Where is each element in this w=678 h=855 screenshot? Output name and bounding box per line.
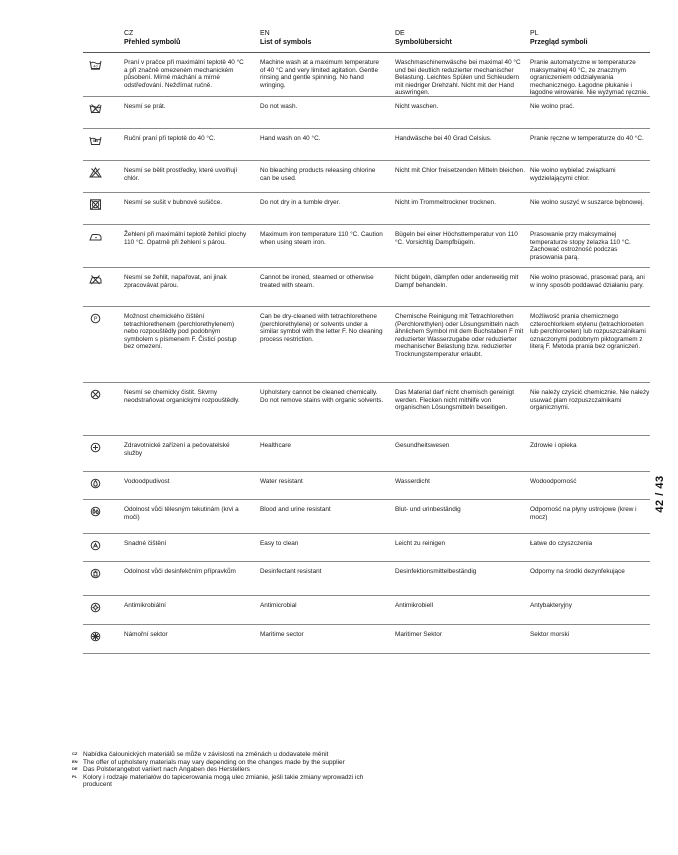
cell-en: Cannot be ironed, steamed or otherwise treated with steam. bbox=[260, 274, 374, 289]
cell-en: Maritime sector bbox=[260, 631, 304, 638]
cell-pl: Możliwość prania chemicznego czterochlorkiem etylenu (tetrachloroeten lub perchloroeten) lub rozpuszczalnikami oznaczonymi podobnym piktogramem z literą F. Metoda prania bez ograniczeń. bbox=[530, 313, 646, 350]
table-row bbox=[83, 534, 650, 562]
cell-pl: Sektor morski bbox=[530, 631, 570, 638]
cell-pl: Nie wolno suszyć w suszarce bębnowej. bbox=[530, 199, 645, 206]
maritime-sector-icon bbox=[89, 631, 102, 642]
cell-de: Waschmaschinenwäsche bei maximal 40 °C und bei deutlich reduzierter mechanischer Belastung. Leichtes Spülen und Schleudern mit niedriger Drehzahl. Nicht mit der Hand auswringen. bbox=[395, 59, 521, 96]
cell-en: Do not dry in a tumble dryer. bbox=[260, 199, 341, 206]
footnote-text: Das Polsterangebot variiert nach Angaben des Herstellers bbox=[83, 766, 250, 774]
footnotes bbox=[72, 751, 372, 789]
cell-pl: Nie należy czyścić chemicznie. Nie należy usuwać plam rozpuszczalnikami organicznymi. bbox=[530, 389, 650, 411]
footnote-en bbox=[72, 759, 372, 767]
easy-to-clean-icon bbox=[89, 540, 102, 551]
machine-wash-40-gentle-icon bbox=[89, 59, 102, 70]
dry-clean-p-icon bbox=[89, 313, 102, 324]
footnote-de bbox=[72, 766, 372, 774]
cell-en: Water resistant bbox=[260, 478, 303, 485]
iron-110-icon bbox=[89, 231, 102, 242]
footnote-lang-tag: CZ bbox=[72, 751, 78, 756]
cell-cz: Ruční praní při teplotě do 40 °C. bbox=[124, 135, 216, 142]
footnote-pl bbox=[72, 774, 372, 789]
blood-urine-resistant-icon bbox=[89, 506, 102, 517]
cell-en: Easy to clean bbox=[260, 540, 299, 547]
cell-cz: Možnost chemického čištění tetrachlorethenem (perchlorethylenem) nebo rozpouštědly pod podobným symbolem s písmenem F. Čisticí postup bez omezení. bbox=[124, 313, 237, 350]
cell-pl: Pranie automatyczne w temperaturze maksymalnej 40 °C, ze znacznym ograniczeniem oddziaływania mechanicznego. Łagodne płukanie i łagodne wirowanie. Nie wyżymać ręcznie. bbox=[530, 59, 649, 96]
footnote-text: The offer of upholstery materials may vary depending on the changes made by the supplier bbox=[83, 758, 345, 766]
cell-pl: Antybakteryjny bbox=[530, 602, 572, 609]
cell-en: Healthcare bbox=[260, 442, 291, 449]
cell-de: Leicht zu reinigen bbox=[395, 540, 446, 547]
cell-de: Handwäsche bei 40 Grad Celsius. bbox=[395, 135, 492, 142]
cell-pl: Nie wolno prać. bbox=[530, 103, 575, 110]
cell-en: Do not wash. bbox=[260, 103, 298, 110]
cell-de: Wasserdicht bbox=[395, 478, 430, 485]
cell-cz: Snadné čištění bbox=[124, 540, 167, 547]
hand-wash-icon bbox=[89, 135, 102, 146]
table-row bbox=[83, 472, 650, 500]
cell-de: Nicht mit Chlor freisetzenden Mitteln bleichen. bbox=[395, 167, 526, 174]
cell-en: Upholstery cannot be cleaned chemically. Do not remove stains with organic solvents. bbox=[260, 389, 384, 404]
table-row bbox=[83, 129, 650, 161]
svg-text:40: 40 bbox=[93, 64, 98, 69]
footnote-text: Nabídka čalounických materiálů se může v závislosti na změnách u dodavatele měnit bbox=[83, 751, 329, 758]
healthcare-icon bbox=[89, 442, 102, 453]
table-row bbox=[83, 193, 650, 225]
antimicrobial-icon bbox=[89, 602, 102, 613]
table-row bbox=[83, 53, 650, 97]
no-tumble-dry-icon bbox=[89, 199, 102, 210]
do-not-iron-icon bbox=[89, 274, 102, 285]
cell-cz: Odolnost vůči tělesným tekutinám (krvi a moči) bbox=[124, 506, 239, 521]
cell-de: Maritimer Sektor bbox=[395, 631, 442, 638]
cell-de: Das Material darf nicht chemisch gereinigt werden. Flecken nicht mithilfe von organischen Lösungsmitteln beseitigen. bbox=[395, 389, 514, 411]
header-pl: PL Przegląd symboli bbox=[530, 30, 588, 46]
cell-pl: Zdrowie i opieka bbox=[530, 442, 577, 449]
cell-cz: Nesmí se žehlit, napařovat, ani jinak zpracovávat párou. bbox=[124, 274, 227, 289]
table-row bbox=[83, 596, 650, 625]
cell-pl: Nie wolno prasować, prasować parą, ani w inny sposób poddawać działaniu pary. bbox=[530, 274, 645, 289]
cell-cz: Nesmí se sušit v bubnové sušičce. bbox=[124, 199, 223, 206]
header-cz: CZ Přehled symbolů bbox=[124, 30, 181, 46]
do-not-wash-icon bbox=[89, 103, 102, 114]
disinfectant-resistant-icon bbox=[89, 568, 102, 579]
cell-cz: Antimikrobiální bbox=[124, 602, 166, 609]
table-header bbox=[83, 30, 650, 53]
table-row bbox=[83, 562, 650, 596]
footnote-lang-tag: EN bbox=[72, 758, 78, 764]
cell-de: Blut- und urinbeständig bbox=[395, 506, 461, 513]
table-row bbox=[83, 268, 650, 307]
cell-en: Antimicrobial bbox=[260, 602, 297, 609]
header-de: DE Symbolübersicht bbox=[395, 30, 452, 46]
svg-text:P: P bbox=[93, 316, 98, 323]
cell-en: No bleaching products releasing chlorine can be used. bbox=[260, 167, 376, 182]
no-bleach-icon bbox=[89, 167, 102, 178]
cell-pl: Wodoodporność bbox=[530, 478, 577, 485]
cell-de: Gesundheitswesen bbox=[395, 442, 450, 449]
table-row bbox=[83, 436, 650, 472]
cell-cz: Zdravotnické zařízení a pečovatelské služby bbox=[124, 442, 230, 457]
cell-cz: Nesmí se chemicky čistit. Skvrny neodstraňovat organickými rozpouštědly. bbox=[124, 389, 240, 404]
cell-de: Desinfektionsmittelbeständig bbox=[395, 568, 477, 575]
cell-pl: Pranie ręczne w temperaturze do 40 °C. bbox=[530, 135, 644, 142]
do-not-dry-clean-icon bbox=[89, 389, 102, 400]
cell-de: Antimikrobiell bbox=[395, 602, 434, 609]
cell-en: Machine wash at a maximum temperature of 40 °C and very limited agitation. Gentle rinsing and gentle spinning. No hand wringing. bbox=[260, 59, 379, 89]
cell-pl: Łatwe do czyszczenia bbox=[530, 540, 593, 547]
cell-cz: Nesmí se prát. bbox=[124, 103, 166, 110]
table-row bbox=[83, 225, 650, 268]
page-number: 42 / 43 bbox=[654, 475, 666, 513]
footnote-lang-tag: DE bbox=[72, 766, 78, 772]
cell-en: Maximum iron temperature 110 °C. Caution when using steam iron. bbox=[260, 231, 383, 246]
cell-pl: Prasowanie przy maksymalnej temperaturze stopy żelazka 110 °C. Zachować ostrożność podczas prasowania parą. bbox=[530, 231, 631, 261]
cell-pl: Nie wolno wybielać związkami wydzielającymi chlor. bbox=[530, 167, 616, 182]
cell-en: Blood and urine resistant bbox=[260, 506, 331, 513]
cell-cz: Žehlení při maximální teplotě žehlicí plochy 110 °C. Opatrně při žehlení s párou. bbox=[124, 231, 247, 246]
cell-cz: Praní v pračce při maximální teplotě 40 °C a při značně omezeném mechanickém působení. Mírné máchání a mírné odstřeďování. Nežďímat ručně. bbox=[124, 59, 244, 89]
cell-pl: Odporny na środki dezynfekujące bbox=[530, 568, 625, 575]
cell-en: Can be dry-cleaned with tetrachlorethene (perchlorethylene) or solvents under a similar symbol with the letter F. No cleaning process restriction. bbox=[260, 313, 383, 343]
table-row bbox=[83, 625, 650, 654]
table-row bbox=[83, 97, 650, 129]
cell-de: Nicht waschen. bbox=[395, 103, 439, 110]
cell-cz: Vodoodpudivost bbox=[124, 478, 170, 485]
cell-cz: Námořní sektor bbox=[124, 631, 168, 638]
cell-de: Chemische Reinigung mit Tetrachlorethen (Perchlorethylen) oder Lösungsmitteln nach ähnlichem Symbol mit dem Buchstaben F mit reduzierter Wasserzugabe oder reduzierter mechanischer Belastung bzw. reduzierter Trocknungstemperatur erlaubt. bbox=[395, 313, 524, 358]
table-row bbox=[83, 383, 650, 436]
cell-de: Bügeln bei einer Höchsttemperatur von 110 °C. Vorsichtig Dampfbügeln. bbox=[395, 231, 518, 246]
cell-en: Hand wash on 40 °C. bbox=[260, 135, 321, 142]
cell-pl: Odporność na płyny ustrojowe (krew i mocz) bbox=[530, 506, 637, 521]
footnote-text: Kolory i rodzaje materiałów do tapicerowania mogą ulec zmianie, jeśli takie zmiany wprowadzi ich producent bbox=[83, 773, 364, 789]
header-en: EN List of symbols bbox=[260, 30, 312, 46]
table-row bbox=[83, 307, 650, 383]
footnote-cz bbox=[72, 751, 372, 759]
cell-de: Nicht im Trommeltrockner trocknen. bbox=[395, 199, 496, 206]
cell-en: Desinfectant resistant bbox=[260, 568, 322, 575]
cell-cz: Odolnost vůči desinfekčním přípravkům bbox=[124, 568, 236, 575]
cell-cz: Nesmí se bělit prostředky, které uvolňují chlór. bbox=[124, 167, 238, 182]
table-row bbox=[83, 500, 650, 534]
cell-de: Nicht bügeln, dämpfen oder anderweitig mit Dampf behandeln. bbox=[395, 274, 519, 289]
table-row bbox=[83, 161, 650, 193]
symbols-table bbox=[83, 30, 650, 654]
water-resistant-icon bbox=[89, 478, 102, 489]
footnote-lang-tag: PL bbox=[72, 773, 78, 779]
